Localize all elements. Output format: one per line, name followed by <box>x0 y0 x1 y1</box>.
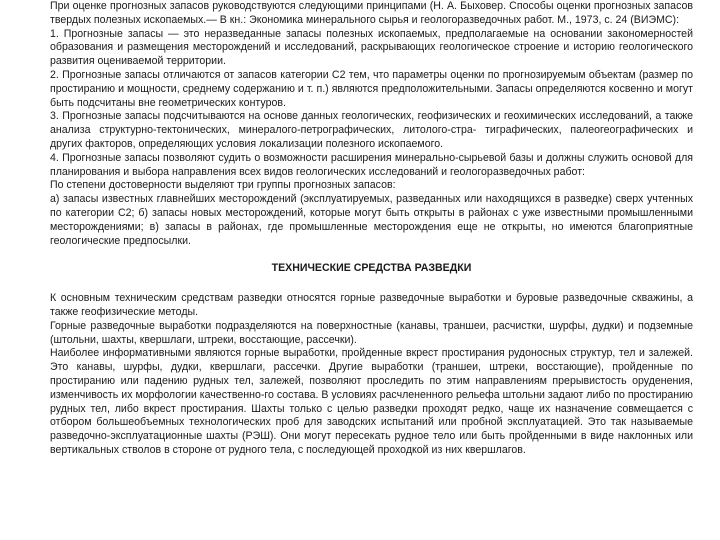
principle-4-paragraph: 4. Прогнозные запасы позволяют судить о возможности расширения минерально-сырьевой базы и должны служить основой для планирования и выбора направления всех видов геологических исследований и геологоразведочных работ: <box>50 151 693 178</box>
mine-workings-paragraph: Горные разведочные выработки подразделяются на поверхностные (канавы, траншеи, расчистки, шурфы, дудки) и подземные (штольни, шахты, квершлаги, штреки, восстающие, рассечки). <box>50 319 693 346</box>
principle-3-paragraph: 3. Прогнозные запасы подсчитываются на основе данных геологических, геофизических и геохимических исследований, а также анализа структурно-тектонических, минералого-петрографических, литолого-стра- тиграфических, палеогеографических и других факторов, определяющих условия локализации полезного ископаемого. <box>50 110 693 150</box>
groups-intro-paragraph: По степени достоверности выделяют три группы прогнозных запасов: <box>50 179 396 192</box>
groups-list-paragraph: а) запасы известных главнейших месторождений (эксплуатируемых, разведанных или находящихся в разведке) сверх учтенных по категории С2; б) запасы новых месторождений, которые могут быть открыты в районах с уже известными промышленными месторождениями; в) запасы в районах, где промышленные месторождения еще не открыты, но имеются благоприятные геологические предпосылки. <box>50 193 693 247</box>
principle-1-paragraph: 1. Прогнозные запасы — это неразведанные запасы полезных ископаемых, предполагаемые на основании закономерностей образования и размещения месторождений и исследований, раскрывающих геологическое строение и историю геологического развития оцениваемой территории. <box>50 27 693 68</box>
principle-2-paragraph: 2. Прогнозные запасы отличаются от запасов категории С2 тем, что параметры оценки по прогнозируемым объектам (размер по простиранию и мощности, среднему содержанию и т. п.) являются предположительными. Запасы определяются косвенно и могут быть подсчитаны вне геометрических контуров. <box>50 68 693 109</box>
technical-means-paragraph: К основным техническим средствам разведки относятся горные разведочные выработки и буровые разведочные скважины, а также геофизические методы. <box>50 292 693 318</box>
intro-paragraph: При оценке прогнозных запасов руководствуются следующими принципами (Н. А. Быховер. Способы оценки прогнозных запасов твердых полезных ископаемых.— В кн.: Экономика минерального сырья и геологоразведочных работ. М., 1973, с. 24 (ВИЭМС): <box>50 0 693 26</box>
document-page <box>50 0 693 458</box>
section-heading: ТЕХНИЧЕСКИЕ СРЕДСТВА РАЗВЕДКИ <box>271 262 472 275</box>
informative-workings-paragraph: Наиболее информативными являются горные выработки, пройденные вкрест простирания рудоносных структур, тел и залежей. Это канавы, шурфы, дудки, квершлаги, рассечки. Другие выработки (траншеи, штреки, восстающие), пройденные по простиранию или падению рудных тел, залежей, позволяют проследить по этим направлениям прерывистость оруденения, изменчивость их морфологии качественно-го состава. В условиях расчлененного рельефа штольни задают либо по простиранию рудных тел, либо вкрест простирания. Шахты только с целью разведки проходят редко, чаще их назначение совмещается с отбором большеобъемных технологических проб для заводских испытаний или пробной эксплуатацией. Это так называемые разведочно-эксплуатационные шахты (РЭШ). Они могут пересекать рудное тело или быть пройденными в виде наклонных или вертикальных стволов в стороне от рудного тела, с последующей проходкой из них квершлагов. <box>50 347 693 456</box>
